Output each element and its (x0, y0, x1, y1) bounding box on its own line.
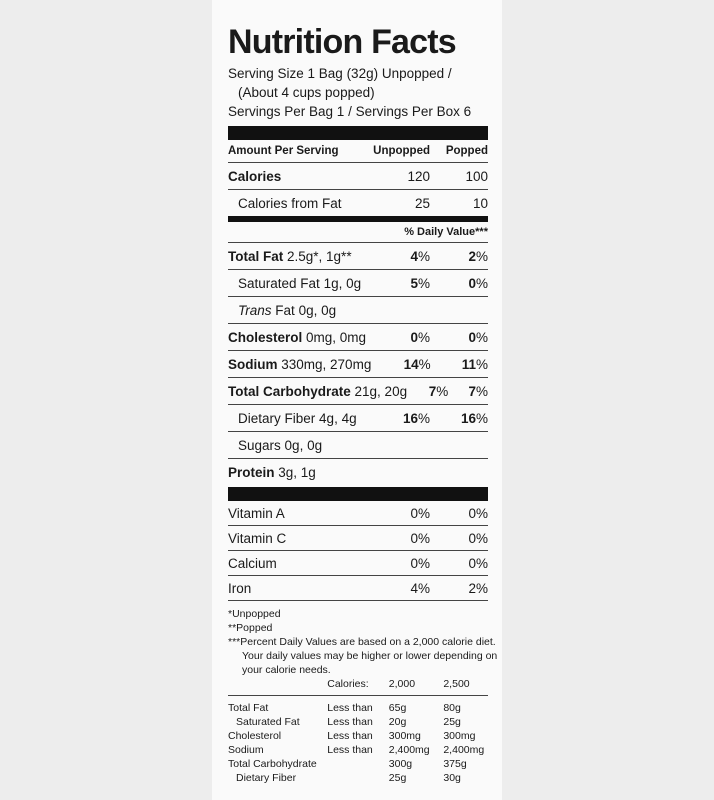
calories-popped: 100 (465, 168, 488, 184)
total-fat-row: Total Fat 2.5g*, 1g** 4% 2% (228, 243, 488, 270)
total-carb-label: Total Carbohydrate (228, 383, 351, 399)
saturated-fat-row: Saturated Fat 1g, 0g 5% 0% (228, 270, 488, 297)
cholesterol-amount: 0mg, 0mg (306, 329, 367, 345)
table-row: Cholesterol Less than 300mg 300mg (228, 730, 476, 742)
calories-fat-unpopped: 25 (414, 195, 430, 211)
vitamin-popped: 0% (468, 505, 488, 521)
total-fat-dv1: 4 (410, 248, 418, 264)
table-divider (228, 695, 488, 696)
total-carb-dv2: 7 (468, 383, 476, 399)
vitamin-popped: 0% (468, 530, 488, 546)
vitamin-row (228, 526, 488, 551)
fiber-label: Dietary Fiber (238, 410, 316, 426)
sodium-amount: 330mg, 270mg (281, 356, 372, 372)
vitamin-label: Calcium (228, 555, 277, 571)
vitamin-label: Iron (228, 580, 252, 596)
protein-amount: 3g, 1g (278, 464, 316, 480)
footnote-daily-values-3: your calorie needs. (242, 664, 331, 676)
total-fat-amount: 2.5g*, 1g** (287, 248, 352, 264)
vitamin-unpopped: 0% (410, 530, 430, 546)
daily-calories-row (228, 677, 488, 691)
protein-row (228, 459, 488, 485)
vitamin-popped: 2% (468, 580, 488, 596)
cholesterol-row: Cholesterol 0mg, 0mg 0% 0% (228, 324, 488, 351)
total-carb-dv1: 7 (428, 383, 437, 399)
calories-label: Calories: (327, 678, 369, 690)
sodium-dv1: 14 (403, 356, 419, 372)
trans-fat-amount: 0g, 0g (298, 302, 337, 318)
footnote-unpopped: *Unpopped (228, 608, 281, 620)
table-row: Dietary Fiber 25g 30g (236, 772, 461, 784)
sugars-row (228, 432, 488, 459)
fiber-dv2: 16 (460, 410, 476, 426)
vitamin-row (228, 576, 488, 601)
total-carb-row: Total Carbohydrate 21g, 20g 7% 7% (228, 378, 488, 405)
calories-fat-label: Calories from Fat (238, 195, 342, 211)
serving-size: Serving Size 1 Bag (32g) Unpopped / (228, 66, 452, 81)
col-unpopped: Unpopped (373, 145, 430, 157)
fiber-amount: 4g, 4g (319, 410, 357, 426)
calories-unpopped: 120 (407, 168, 430, 184)
vitamin-row (228, 551, 488, 576)
trans-label-italic: Trans (238, 302, 272, 318)
cholesterol-label: Cholesterol (228, 329, 303, 345)
table-row: Saturated Fat Less than 20g 25g (236, 716, 461, 728)
sat-fat-dv2: 0 (468, 275, 476, 291)
total-fat-dv2: 2 (468, 248, 476, 264)
sugars-label: Sugars (238, 437, 281, 453)
amount-per-serving: Amount Per Serving (228, 145, 339, 157)
thick-divider-vitamins (228, 487, 488, 501)
footnotes (228, 607, 498, 677)
serving-size-popped: (About 4 cups popped) (238, 85, 375, 100)
vitamin-label: Vitamin A (228, 505, 285, 521)
trans-fat-label: Fat (275, 302, 295, 318)
sodium-dv2: 11 (461, 356, 476, 372)
vitamin-row (228, 501, 488, 526)
sat-fat-label: Saturated Fat (238, 275, 320, 291)
total-carb-amount: 21g, 20g (354, 383, 408, 399)
vitamin-popped: 0% (468, 555, 488, 571)
fiber-dv1: 16 (402, 410, 418, 426)
vitamin-unpopped: 0% (410, 555, 430, 571)
table-row: Sodium Less than 2,400mg 2,400mg (228, 744, 485, 756)
sat-fat-dv1: 5 (410, 275, 418, 291)
sugars-amount: 0g, 0g (284, 437, 323, 453)
cholesterol-dv2: 0 (468, 329, 476, 345)
protein-label: Protein (228, 464, 275, 480)
calories-2500: 2,500 (443, 678, 470, 690)
footnote-daily-values-2: Your daily values may be higher or lower depending on (242, 650, 498, 662)
servings-per-container: Servings Per Bag 1 / Servings Per Box 6 (228, 104, 472, 119)
daily-values-table (228, 677, 488, 785)
vitamin-unpopped: 4% (410, 580, 430, 596)
vitamin-label: Vitamin C (228, 530, 287, 546)
thick-divider (228, 126, 488, 140)
sodium-row: Sodium 330mg, 270mg 14% 11% (228, 351, 488, 378)
calories-label: Calories (228, 168, 282, 184)
calories-2000: 2,000 (388, 678, 416, 690)
footnote-daily-values: ***Percent Daily Values are based on a 2,000 calorie diet. (228, 636, 496, 648)
calories-fat-popped: 10 (472, 195, 488, 211)
sodium-label: Sodium (228, 356, 278, 372)
vitamin-unpopped: 0% (410, 505, 430, 521)
col-popped: Popped (445, 145, 488, 157)
trans-fat-row (228, 297, 488, 324)
sat-fat-amount: 1g, 0g (323, 275, 362, 291)
fiber-row: Dietary Fiber 4g, 4g 16% 16% (228, 405, 488, 432)
nutrition-facts-label (228, 23, 498, 785)
label-title: Nutrition Facts (228, 23, 456, 61)
cholesterol-dv1: 0 (410, 329, 418, 345)
table-row: Total Fat Less than 65g 80g (228, 702, 461, 714)
calories-fat-row (228, 190, 488, 216)
footnote-popped: **Popped (228, 622, 273, 634)
calories-row (228, 163, 488, 190)
table-row: Total Carbohydrate 300g 375g (228, 758, 467, 770)
daily-value-header: % Daily Value*** (228, 222, 488, 243)
amount-header-row (228, 140, 488, 163)
total-fat-label: Total Fat (228, 248, 284, 264)
